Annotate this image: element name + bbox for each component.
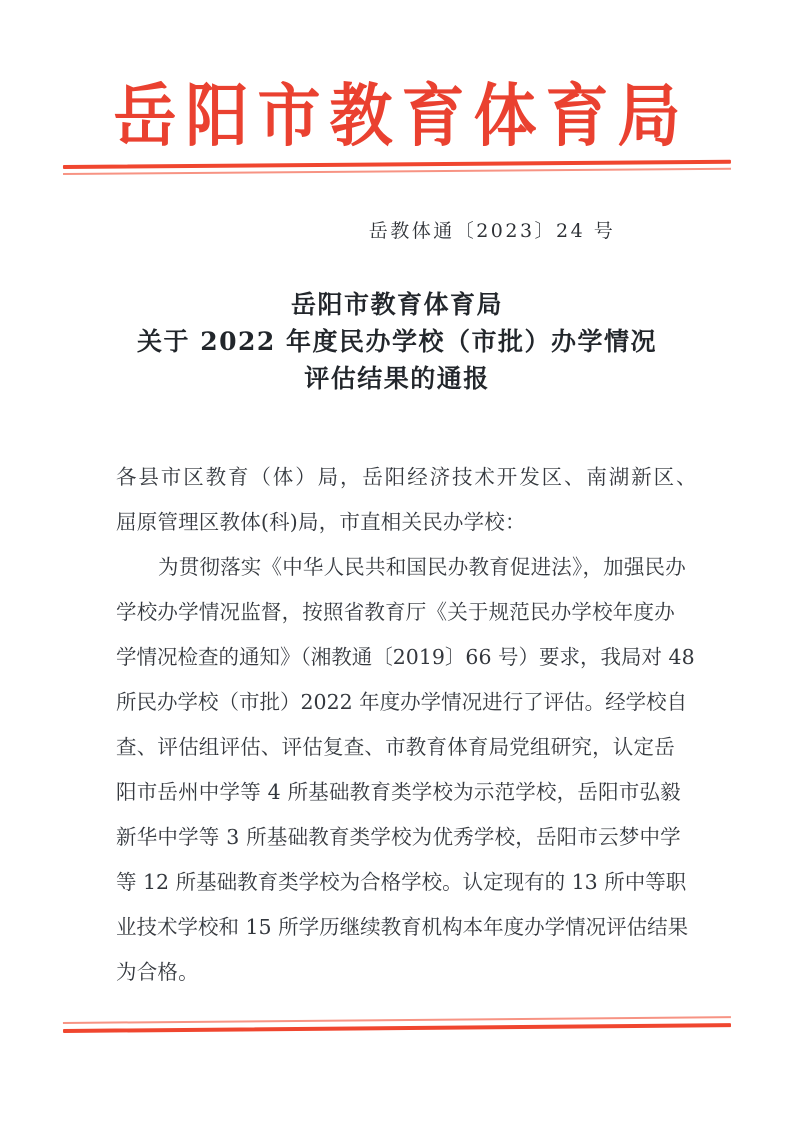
body-paragraph-line: 等 12 所基础教育类学校为合格学校。认定现有的 13 所中等职 [116, 870, 687, 894]
body-paragraph-line: 查、评估组评估、评估复查、市教育体育局党组研究，认定岳 [116, 735, 675, 759]
masthead-rule-thin [63, 168, 731, 175]
document-title [0, 286, 794, 397]
body-paragraph-line: 所民办学校（市批）2022 年度办学情况进行了评估。经学校自 [116, 690, 688, 714]
body-paragraph-line: 阳市岳州中学等 4 所基础教育类学校为示范学校，岳阳市弘毅 [116, 780, 681, 804]
document-number-text: 岳教体通〔2023〕24 号 [368, 220, 616, 242]
body-paragraph-line: 新华中学等 3 所基础教育类学校为优秀学校，岳阳市云梦中学 [116, 825, 681, 849]
footer-rule-thick [63, 1023, 731, 1033]
title-line-1: 岳阳市教育体育局 [290, 290, 503, 319]
salutation-line: 各县市区教育（体）局，岳阳经济技术开发区、南湖新区、 [116, 465, 699, 489]
salutation-line: 屈原管理区教体(科)局，市直相关民办学校： [116, 510, 526, 534]
issuing-organization-title: 岳阳市教育体育局 [113, 75, 690, 156]
title-line-3: 评估结果的通报 [304, 364, 490, 393]
document-number [0, 216, 794, 243]
footer-divider [63, 1016, 731, 1036]
masthead [0, 75, 794, 156]
body-paragraph-line: 为贯彻落实《中华人民共和国民办教育促进法》，加强民办 [158, 555, 686, 579]
footer-rule-thin [63, 1016, 731, 1023]
body-paragraph-line: 业技术学校和 15 所学历继续教育机构本年度办学情况评估结果 [116, 915, 689, 939]
body-paragraph-line: 学情况检查的通知》（湘教通〔2019〕66 号）要求，我局对 48 [116, 645, 695, 669]
document-body [116, 455, 699, 995]
body-paragraph-line: 为合格。 [116, 960, 199, 984]
body-paragraph-line: 学校办学情况监督，按照省教育厅《关于规范民办学校年度办 [116, 600, 675, 624]
title-line-2: 关于 2022 年度民办学校（市批）办学情况 [137, 327, 657, 356]
masthead-divider [63, 160, 731, 177]
